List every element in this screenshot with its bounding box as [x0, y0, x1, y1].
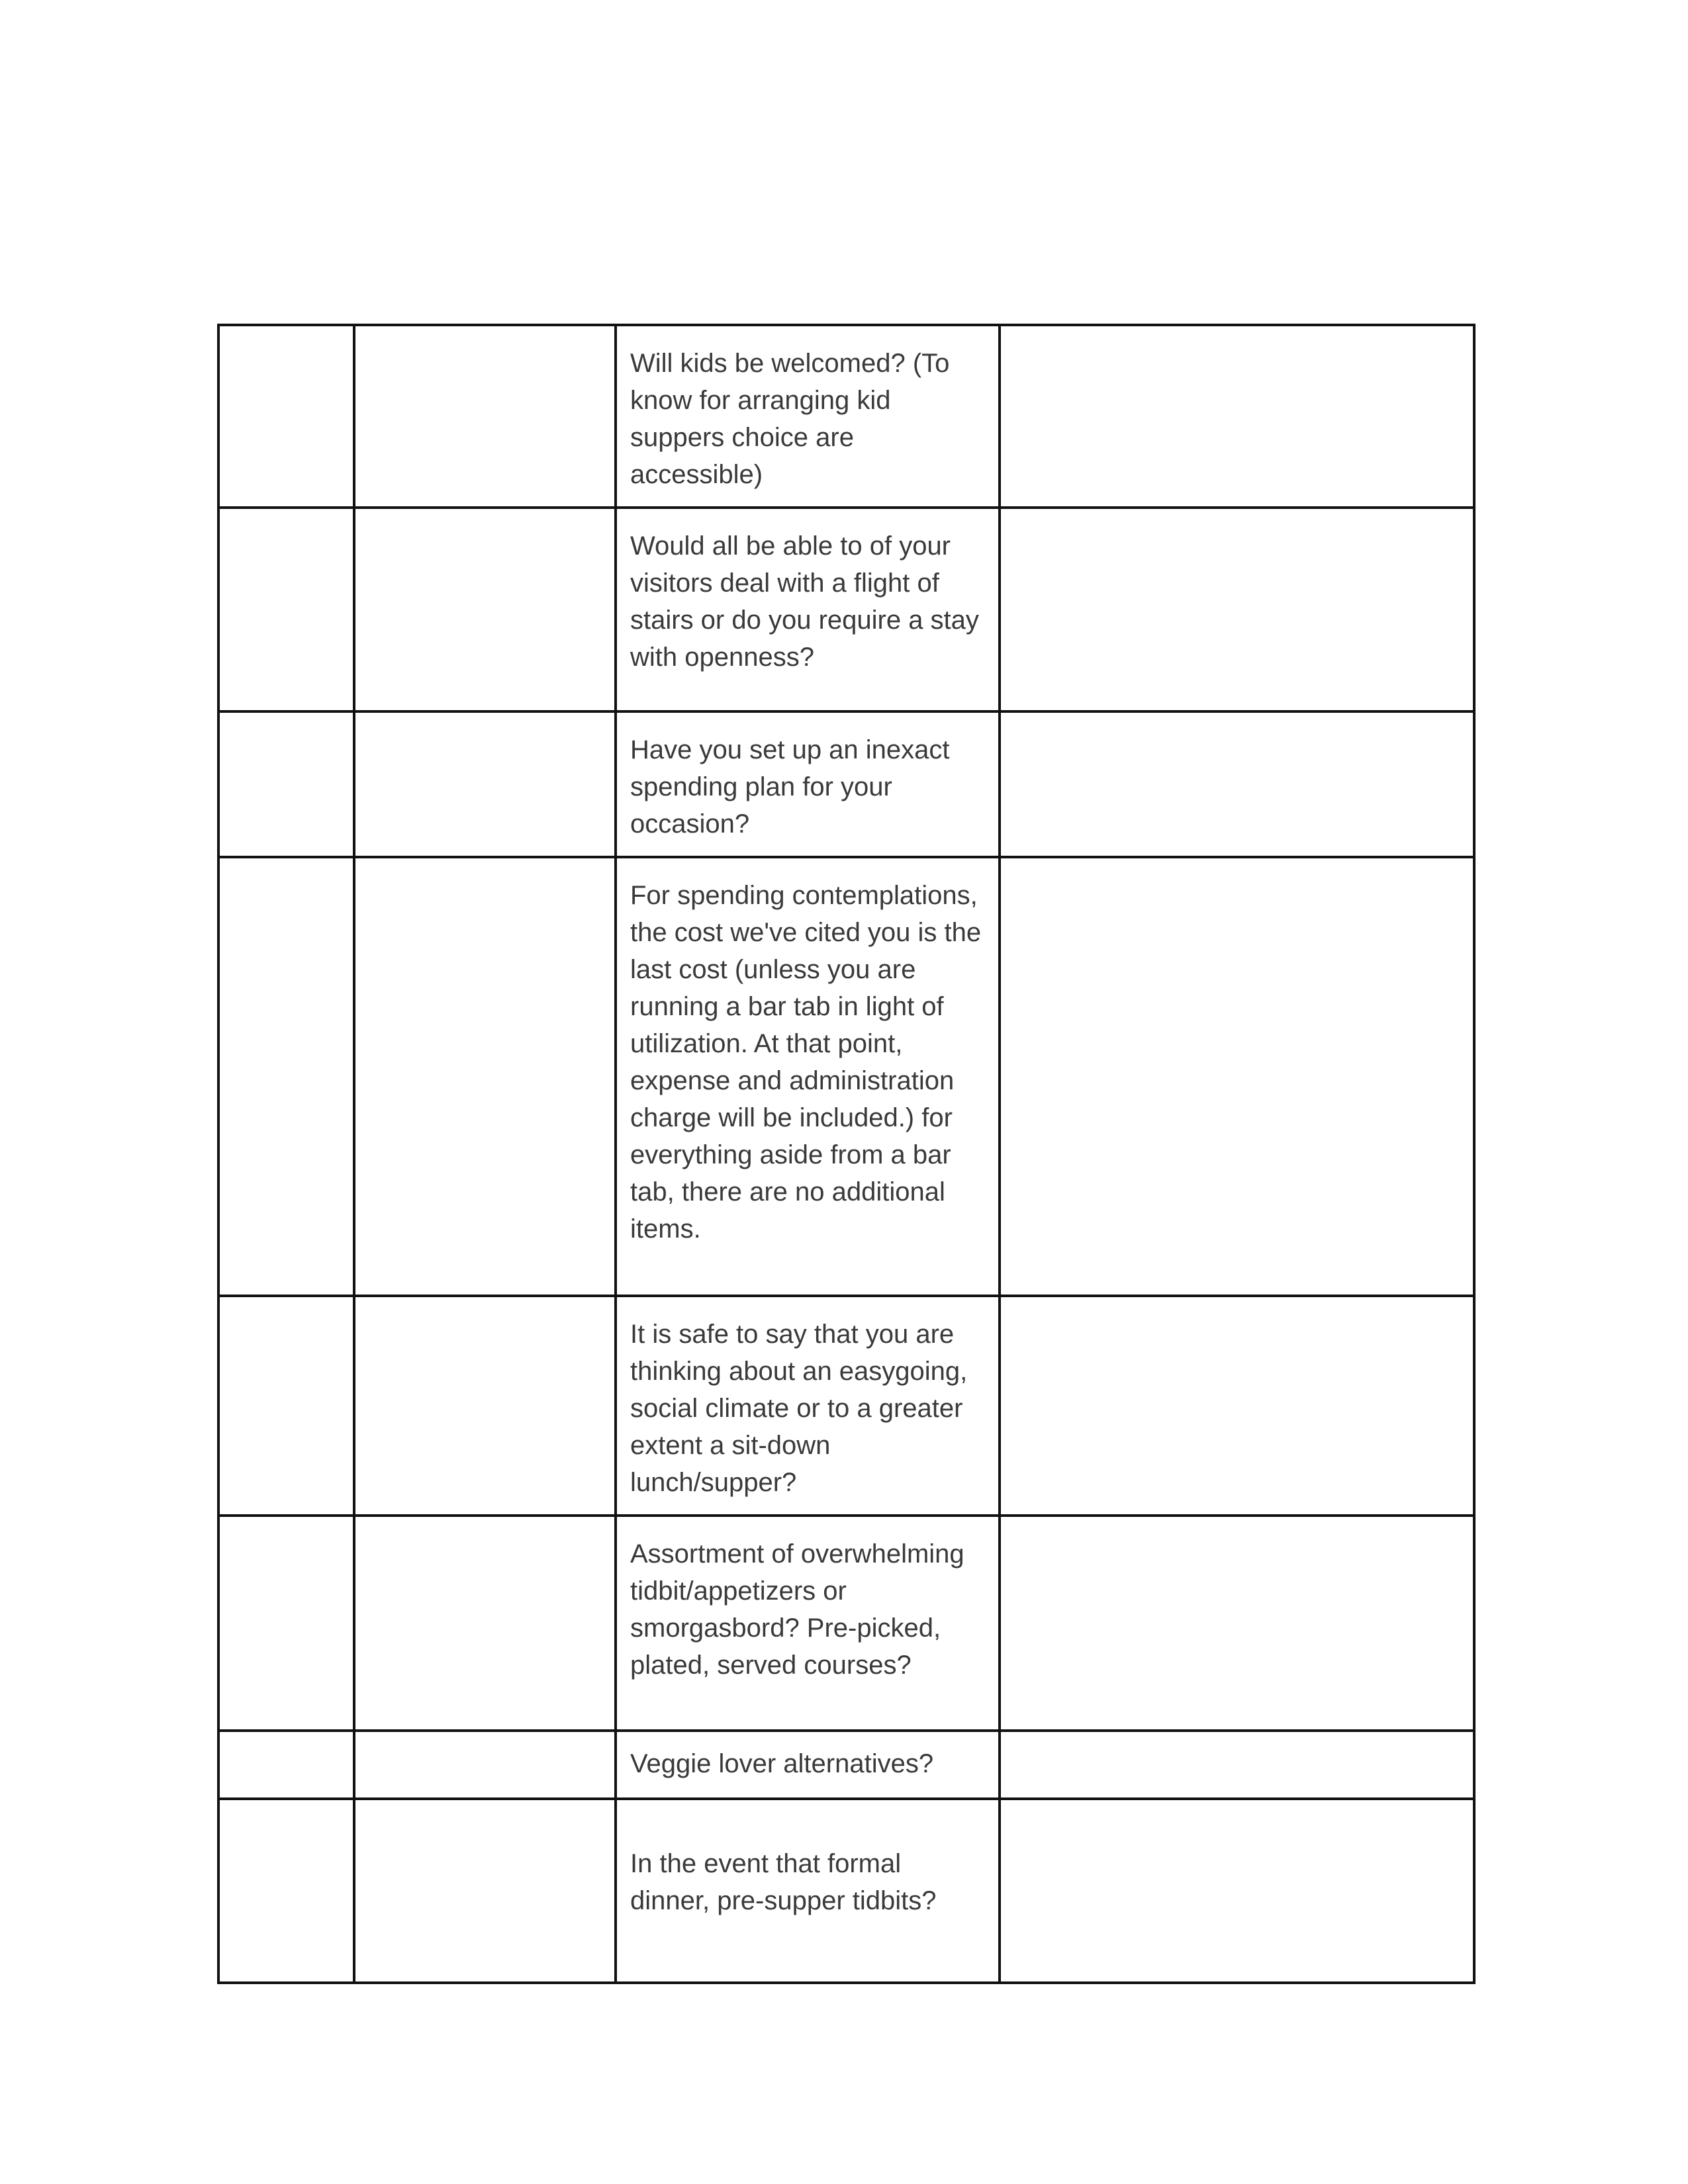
table-row	[218, 325, 1474, 508]
empty-cell	[354, 1296, 616, 1516]
table-row	[218, 1731, 1474, 1799]
empty-cell	[354, 325, 616, 508]
question-cell: For spending contemplations, the cost we've cited you is the last cost (unless you are running a bar tab in light of utilization. At that point, expense and administration charge will be included.) for everything aside from a bar tab, there are no additional items.	[616, 857, 1000, 1296]
question-cell: Assortment of overwhelming tidbit/appetizers or smorgasbord? Pre-picked, plated, served courses?	[616, 1516, 1000, 1731]
question-cell: It is safe to say that you are thinking about an easygoing, social climate or to a greater extent a sit-down lunch/supper?	[616, 1296, 1000, 1516]
empty-cell	[218, 857, 354, 1296]
table-row	[218, 1296, 1474, 1516]
event-checklist-table	[217, 324, 1476, 1984]
question-cell: Will kids be welcomed? (To know for arranging kid suppers choice are accessible)	[616, 325, 1000, 508]
empty-cell	[354, 508, 616, 711]
table-row	[218, 857, 1474, 1296]
empty-cell	[218, 1731, 354, 1799]
answer-cell	[1000, 1516, 1474, 1731]
table-row	[218, 1799, 1474, 1983]
table-row	[218, 711, 1474, 857]
question-cell: Have you set up an inexact spending plan for your occasion?	[616, 711, 1000, 857]
answer-cell	[1000, 1731, 1474, 1799]
answer-cell	[1000, 325, 1474, 508]
question-cell: In the event that formal dinner, pre-supper tidbits?	[616, 1799, 1000, 1983]
empty-cell	[218, 325, 354, 508]
empty-cell	[218, 1516, 354, 1731]
question-cell: Veggie lover alternatives?	[616, 1731, 1000, 1799]
empty-cell	[218, 711, 354, 857]
answer-cell	[1000, 857, 1474, 1296]
answer-cell	[1000, 508, 1474, 711]
empty-cell	[218, 1799, 354, 1983]
empty-cell	[354, 1799, 616, 1983]
answer-cell	[1000, 1296, 1474, 1516]
empty-cell	[354, 1516, 616, 1731]
empty-cell	[354, 1731, 616, 1799]
question-cell: Would all be able to of your visitors deal with a flight of stairs or do you require a stay with openness?	[616, 508, 1000, 711]
empty-cell	[354, 711, 616, 857]
table-row	[218, 508, 1474, 711]
empty-cell	[218, 1296, 354, 1516]
empty-cell	[218, 508, 354, 711]
answer-cell	[1000, 1799, 1474, 1983]
answer-cell	[1000, 711, 1474, 857]
table-row	[218, 1516, 1474, 1731]
empty-cell	[354, 857, 616, 1296]
